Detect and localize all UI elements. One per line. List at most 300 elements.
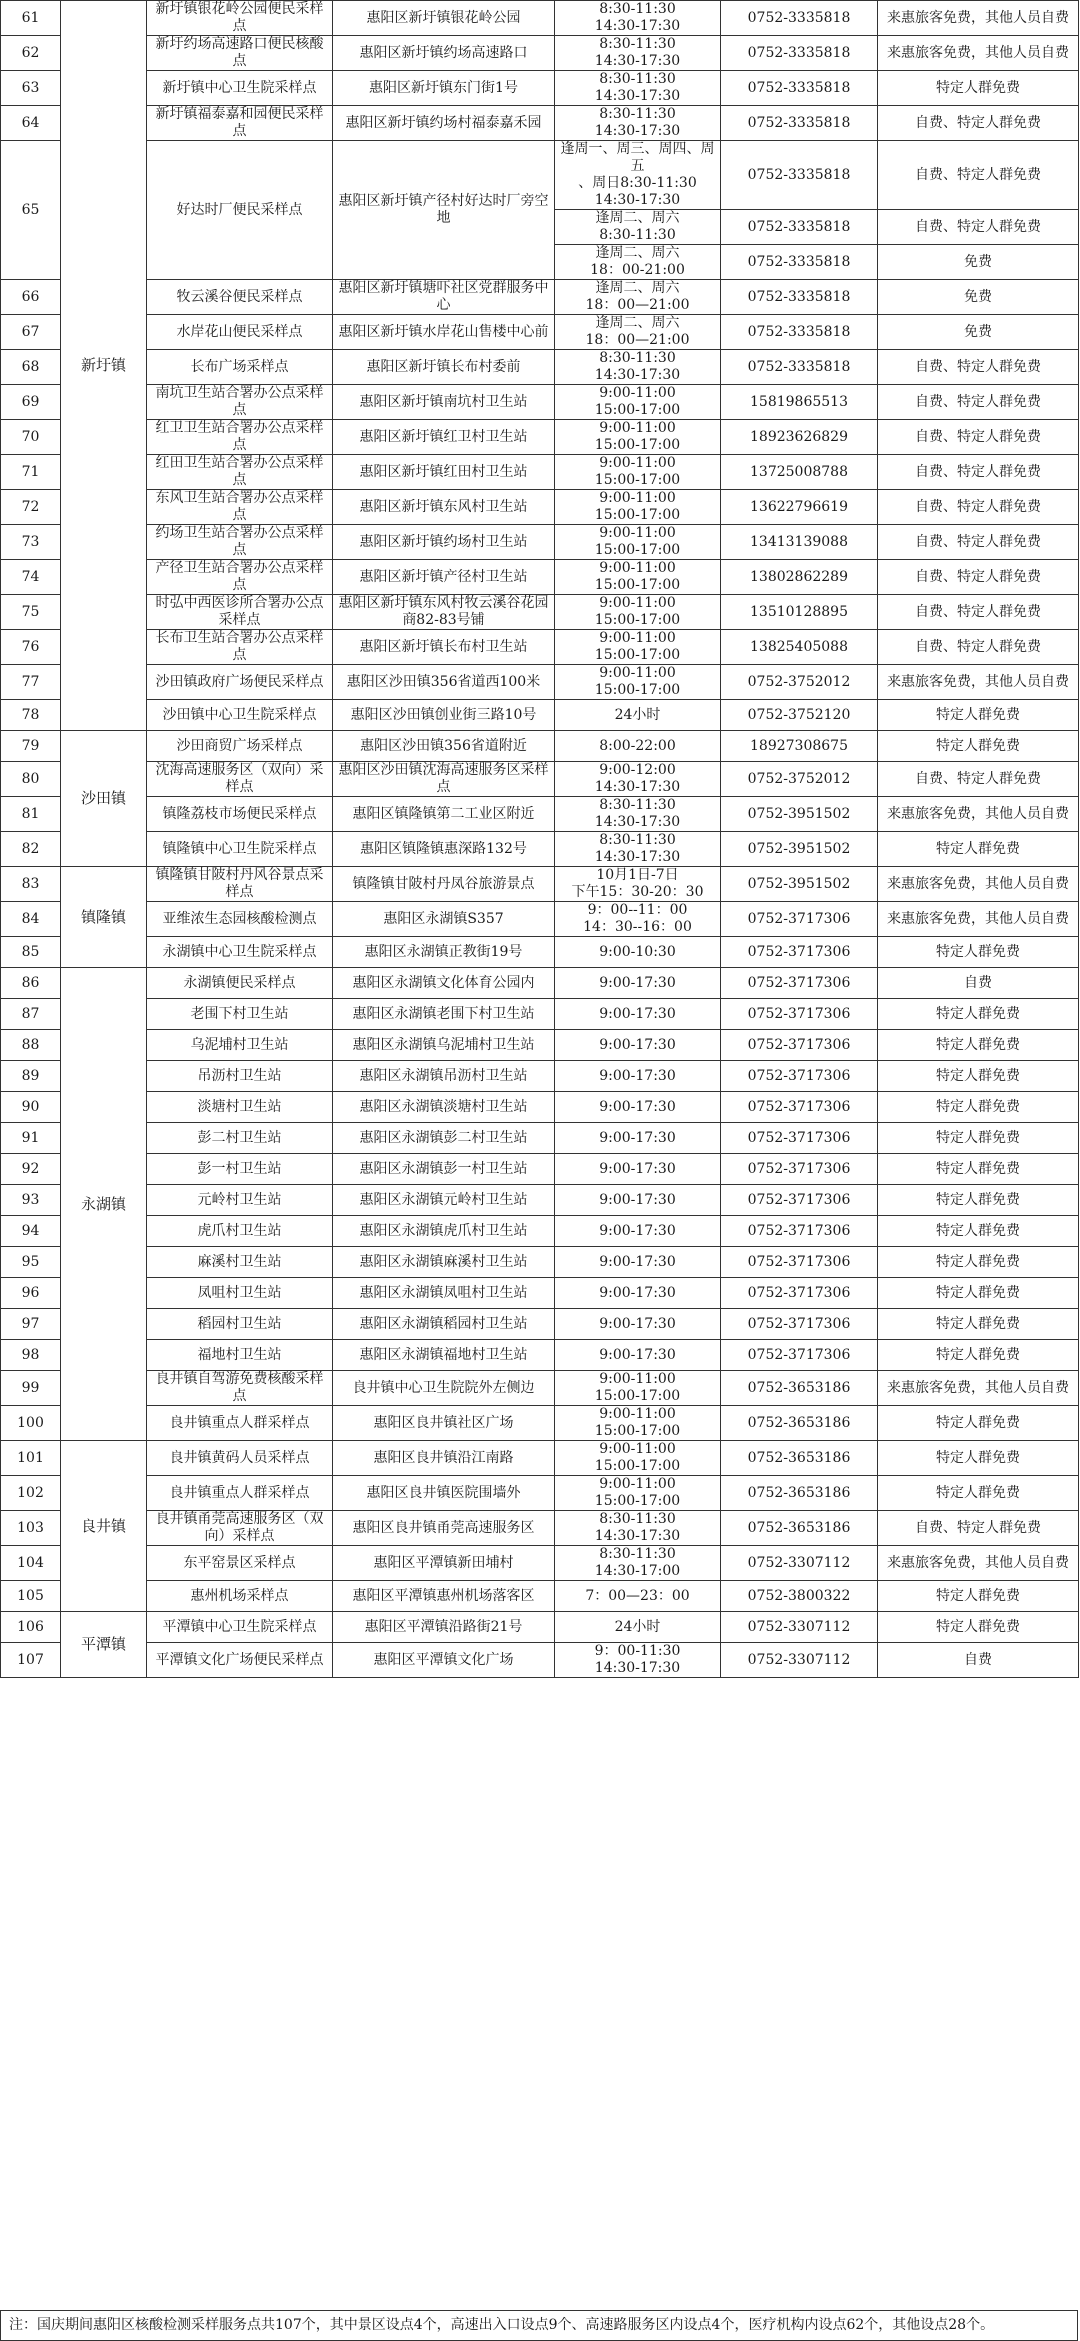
phone-cell: 13802862289: [721, 560, 878, 595]
hours-cell: [555, 731, 721, 762]
row-number: 84: [1, 902, 61, 937]
phone-cell: 0752-3335818: [721, 106, 878, 141]
fee-cell: 自费、特定人群免费: [878, 560, 1079, 595]
site-name: 东风卫生站合署办公点采样点: [147, 490, 333, 525]
hours-cell: [555, 385, 721, 420]
fee-cell: 特定人群免费: [878, 1123, 1079, 1154]
site-address: 惠阳区新圩镇产径村卫生站: [333, 560, 555, 595]
row-number: 98: [1, 1340, 61, 1371]
hours-line: 18：00—21:00: [585, 297, 690, 313]
hours-line: 10月1日-7日: [596, 867, 679, 883]
hours-cell: [555, 280, 721, 315]
table-row: [1, 525, 1079, 560]
hours-line: 9:00-10:30: [599, 943, 676, 960]
site-name: 乌泥埔村卫生站: [147, 1030, 333, 1061]
table-row: [1, 1546, 1079, 1581]
fee-cell: 特定人群免费: [878, 1581, 1079, 1612]
phone-cell: 0752-3307112: [721, 1612, 878, 1643]
hours-cell: [555, 797, 721, 832]
hours-line: 9:00-11:00: [599, 525, 676, 541]
row-number: 73: [1, 525, 61, 560]
row-number: 89: [1, 1061, 61, 1092]
hours-line: 9:00-17:30: [599, 1315, 676, 1332]
site-name: 良井镇重点人群采样点: [147, 1476, 333, 1511]
hours-line: 9:00-11:00: [599, 1371, 676, 1387]
site-address: 惠阳区新圩镇约场高速路口: [333, 36, 555, 71]
row-number: 68: [1, 350, 61, 385]
phone-cell: 0752-3653186: [721, 1476, 878, 1511]
hours-line: 8:30-11:30: [599, 1511, 676, 1527]
table-row: [1, 350, 1079, 385]
phone-cell: 0752-3335818: [721, 280, 878, 315]
site-address: 惠阳区新圩镇东风村牧云溪谷花园商82-83号铺: [333, 595, 555, 630]
row-number: 74: [1, 560, 61, 595]
table-row: [1, 71, 1079, 106]
site-name: 红卫卫生站合署办公点采样点: [147, 420, 333, 455]
table-row: [1, 1154, 1079, 1185]
row-number: 83: [1, 867, 61, 902]
row-number: 76: [1, 630, 61, 665]
row-number: 67: [1, 315, 61, 350]
row-number: 96: [1, 1278, 61, 1309]
hours-cell: [555, 525, 721, 560]
site-name: 老围下村卫生站: [147, 999, 333, 1030]
table-row: [1, 1371, 1079, 1406]
hours-line: 14:30-17:30: [594, 18, 681, 34]
phone-cell: 0752-3752120: [721, 700, 878, 731]
town-name: 沙田镇: [61, 731, 147, 867]
fee-cell: 自费、特定人群免费: [878, 490, 1079, 525]
town-name: 平潭镇: [61, 1612, 147, 1678]
phone-cell: 0752-3717306: [721, 1340, 878, 1371]
site-address: 惠阳区沙田镇创业街三路10号: [333, 700, 555, 731]
footnote: 注：国庆期间惠阳区核酸检测采样服务点共107个，其中景区设点4个，高速出入口设点9个、高速路服务区内设点4个，医疗机构内设点62个，其他设点28个。: [0, 2310, 1078, 2341]
hours-cell: [555, 1216, 721, 1247]
hours-line: 14:30-17:30: [594, 849, 681, 865]
hours-cell: [555, 71, 721, 106]
table-row: [1, 455, 1079, 490]
site-name: 福地村卫生站: [147, 1340, 333, 1371]
hours-cell: [555, 1546, 721, 1581]
row-number: 69: [1, 385, 61, 420]
site-name: 虎爪村卫生站: [147, 1216, 333, 1247]
fee-cell: 特定人群免费: [878, 71, 1079, 106]
fee-cell: 来惠旅客免费，其他人员自费: [878, 902, 1079, 937]
fee-cell: 特定人群免费: [878, 1612, 1079, 1643]
site-name: 麻溪村卫生站: [147, 1247, 333, 1278]
row-number: 106: [1, 1612, 61, 1643]
hours-line: 逢周二、周六: [595, 315, 680, 331]
row-number: 100: [1, 1406, 61, 1441]
site-name: 水岸花山便民采样点: [147, 315, 333, 350]
hours-cell: [555, 1581, 721, 1612]
fee-cell: 特定人群免费: [878, 937, 1079, 968]
fee-cell: 特定人群免费: [878, 1185, 1079, 1216]
hours-line: 14：30--16：00: [583, 919, 692, 935]
hours-cell: [555, 1154, 721, 1185]
table-row: [1, 1061, 1079, 1092]
hours-line: 8:30-11:30: [599, 106, 676, 122]
fee-cell: 来惠旅客免费，其他人员自费: [878, 665, 1079, 700]
site-name: 东平窑景区采样点: [147, 1546, 333, 1581]
table-row: [1, 280, 1079, 315]
table-row: [1, 1278, 1079, 1309]
site-name: 元岭村卫生站: [147, 1185, 333, 1216]
site-address: 惠阳区新圩镇塘吓社区党群服务中心: [333, 280, 555, 315]
phone-cell: 0752-3335818: [721, 245, 878, 280]
fee-cell: 自费、特定人群免费: [878, 525, 1079, 560]
fee-cell: 来惠旅客免费，其他人员自费: [878, 1546, 1079, 1581]
phone-cell: 0752-3653186: [721, 1441, 878, 1476]
site-name: 平潭镇中心卫生院采样点: [147, 1612, 333, 1643]
hours-cell: [555, 665, 721, 700]
hours-line: 9:00-11:00: [599, 630, 676, 646]
hours-cell: [555, 968, 721, 999]
table-row: [1, 1476, 1079, 1511]
row-number: 88: [1, 1030, 61, 1061]
site-name: 镇隆镇中心卫生院采样点: [147, 832, 333, 867]
phone-cell: 0752-3717306: [721, 1123, 878, 1154]
site-address: 惠阳区平潭镇新田埔村: [333, 1546, 555, 1581]
fee-cell: 特定人群免费: [878, 1441, 1079, 1476]
table-row: [1, 1216, 1079, 1247]
site-name: 新圩镇中心卫生院采样点: [147, 71, 333, 106]
site-address: 惠阳区沙田镇356省道西100米: [333, 665, 555, 700]
site-address: 惠阳区新圩镇南坑村卫生站: [333, 385, 555, 420]
hours-line: 9:00-17:30: [599, 974, 676, 991]
site-name: 凤咀村卫生站: [147, 1278, 333, 1309]
site-address: 惠阳区永湖镇S357: [333, 902, 555, 937]
site-name: 牧云溪谷便民采样点: [147, 280, 333, 315]
phone-cell: 0752-3335818: [721, 315, 878, 350]
fee-cell: 特定人群免费: [878, 1406, 1079, 1441]
site-address: 惠阳区良井镇社区广场: [333, 1406, 555, 1441]
hours-cell: [555, 999, 721, 1030]
site-address: 惠阳区永湖镇淡塘村卫生站: [333, 1092, 555, 1123]
hours-cell: [555, 700, 721, 731]
site-name: 彭一村卫生站: [147, 1154, 333, 1185]
phone-cell: 0752-3653186: [721, 1406, 878, 1441]
row-number: 104: [1, 1546, 61, 1581]
site-address: 惠阳区新圩镇约场村福泰嘉禾园: [333, 106, 555, 141]
hours-line: 9:00-11:00: [599, 455, 676, 471]
hours-line: 15:00-17:00: [594, 402, 681, 418]
hours-line: 14:30-17:30: [594, 192, 681, 208]
phone-cell: 0752-3951502: [721, 867, 878, 902]
phone-cell: 0752-3951502: [721, 797, 878, 832]
fee-cell: 自费、特定人群免费: [878, 385, 1079, 420]
site-address: 惠阳区新圩镇红田村卫生站: [333, 455, 555, 490]
phone-cell: 0752-3335818: [721, 210, 878, 245]
hours-line: 8:00-22:00: [599, 737, 676, 754]
fee-cell: 特定人群免费: [878, 700, 1079, 731]
hours-line: 9:00-11:00: [599, 1476, 676, 1492]
row-number: 81: [1, 797, 61, 832]
site-address: 惠阳区永湖镇虎爪村卫生站: [333, 1216, 555, 1247]
hours-line: 14:30-17:30: [594, 88, 681, 104]
hours-cell: [555, 455, 721, 490]
fee-cell: 免费: [878, 315, 1079, 350]
fee-cell: 自费: [878, 968, 1079, 999]
table-row: [1, 1511, 1079, 1546]
row-number: 99: [1, 1371, 61, 1406]
hours-line: 8:30-11:30: [599, 1, 676, 17]
fee-cell: 特定人群免费: [878, 1061, 1079, 1092]
row-number: 95: [1, 1247, 61, 1278]
hours-line: 逢周二、周六: [595, 245, 680, 261]
table-row: [1, 106, 1079, 141]
hours-line: 9：00--11：00: [587, 902, 688, 918]
site-name: 良井镇自驾游免费核酸采样点: [147, 1371, 333, 1406]
phone-cell: 0752-3717306: [721, 1216, 878, 1247]
hours-line: 24小时: [614, 706, 661, 723]
hours-cell: [555, 210, 721, 245]
table-row: [1, 630, 1079, 665]
site-address: 惠阳区永湖镇文化体育公园内: [333, 968, 555, 999]
row-number: 105: [1, 1581, 61, 1612]
table-row: [1, 141, 1079, 210]
site-name: 沙田镇政府广场便民采样点: [147, 665, 333, 700]
site-name: 镇隆镇甘陂村丹风谷景点采样点: [147, 867, 333, 902]
hours-line: 9:00-17:30: [599, 1160, 676, 1177]
table-row: [1, 1247, 1079, 1278]
hours-line: 24小时: [614, 1618, 661, 1635]
table-row: [1, 1, 1079, 36]
town-name: 镇隆镇: [61, 867, 147, 968]
site-name: 产径卫生站合署办公点采样点: [147, 560, 333, 595]
hours-line: 9:00-17:30: [599, 1284, 676, 1301]
table-row: [1, 1309, 1079, 1340]
phone-cell: 0752-3951502: [721, 832, 878, 867]
table-row: [1, 1441, 1079, 1476]
hours-cell: [555, 1643, 721, 1678]
site-name: 吊沥村卫生站: [147, 1061, 333, 1092]
table-row: [1, 1612, 1079, 1643]
row-number: 71: [1, 455, 61, 490]
phone-cell: 0752-3717306: [721, 1309, 878, 1340]
site-address: 惠阳区新圩镇银花岭公园: [333, 1, 555, 36]
fee-cell: 特定人群免费: [878, 1216, 1079, 1247]
phone-cell: 0752-3335818: [721, 350, 878, 385]
phone-cell: 0752-3307112: [721, 1643, 878, 1678]
phone-cell: 0752-3335818: [721, 141, 878, 210]
hours-cell: [555, 1030, 721, 1061]
hours-cell: [555, 867, 721, 902]
hours-line: 15:00-17:00: [594, 1458, 681, 1474]
site-address: 惠阳区沙田镇356省道附近: [333, 731, 555, 762]
hours-line: 9:00-17:30: [599, 1098, 676, 1115]
phone-cell: 0752-3717306: [721, 1154, 878, 1185]
hours-line: 14:30-17:30: [594, 814, 681, 830]
site-address: 惠阳区永湖镇元岭村卫生站: [333, 1185, 555, 1216]
hours-cell: [555, 1612, 721, 1643]
row-number: 66: [1, 280, 61, 315]
phone-cell: 0752-3717306: [721, 1278, 878, 1309]
hours-cell: [555, 1123, 721, 1154]
site-name: 惠州机场采样点: [147, 1581, 333, 1612]
table-row: [1, 595, 1079, 630]
phone-cell: 15819865513: [721, 385, 878, 420]
site-name: 良井镇甬莞高速服务区（双向）采样点: [147, 1511, 333, 1546]
row-number: 61: [1, 1, 61, 36]
site-name: 稻园村卫生站: [147, 1309, 333, 1340]
hours-line: 9:00-11:00: [599, 560, 676, 576]
hours-line: 15:00-17:00: [594, 647, 681, 663]
hours-cell: [555, 762, 721, 797]
fee-cell: 自费、特定人群免费: [878, 106, 1079, 141]
site-name: 良井镇重点人群采样点: [147, 1406, 333, 1441]
site-address: 惠阳区永湖镇凤咀村卫生站: [333, 1278, 555, 1309]
hours-cell: [555, 902, 721, 937]
row-number: 90: [1, 1092, 61, 1123]
hours-cell: [555, 1340, 721, 1371]
row-number: 91: [1, 1123, 61, 1154]
hours-cell: [555, 1476, 721, 1511]
table-row: [1, 1123, 1079, 1154]
site-address: 惠阳区平潭镇文化广场: [333, 1643, 555, 1678]
site-address: 惠阳区平潭镇沿路街21号: [333, 1612, 555, 1643]
phone-cell: 0752-3335818: [721, 1, 878, 36]
hours-line: 下午15：30-20：30: [571, 884, 704, 900]
hours-line: 逢周二、周六: [595, 280, 680, 296]
hours-cell: [555, 420, 721, 455]
hours-cell: [555, 1309, 721, 1340]
hours-line: 9:00-11:00: [599, 665, 676, 681]
site-name: 淡塘村卫生站: [147, 1092, 333, 1123]
hours-line: 9:00-17:30: [599, 1191, 676, 1208]
hours-line: 15:00-17:00: [594, 507, 681, 523]
fee-cell: 特定人群免费: [878, 1309, 1079, 1340]
phone-cell: 13725008788: [721, 455, 878, 490]
site-address: 良井镇中心卫生院院外左侧边: [333, 1371, 555, 1406]
hours-line: 15:00-17:00: [594, 472, 681, 488]
table-row: [1, 1092, 1079, 1123]
fee-cell: 特定人群免费: [878, 1030, 1079, 1061]
hours-line: 8:30-11:30: [599, 797, 676, 813]
table-row: [1, 937, 1079, 968]
hours-line: 15:00-17:00: [594, 1423, 681, 1439]
phone-cell: 13622796619: [721, 490, 878, 525]
site-name: 沈海高速服务区（双向）采样点: [147, 762, 333, 797]
hours-cell: [555, 106, 721, 141]
hours-cell: [555, 832, 721, 867]
hours-cell: [555, 1, 721, 36]
site-address: 惠阳区良井镇沿江南路: [333, 1441, 555, 1476]
phone-cell: 0752-3800322: [721, 1581, 878, 1612]
row-number: 107: [1, 1643, 61, 1678]
site-address: 惠阳区永湖镇福地村卫生站: [333, 1340, 555, 1371]
table-row: [1, 902, 1079, 937]
phone-cell: 0752-3717306: [721, 902, 878, 937]
row-number: 65: [1, 141, 61, 280]
hours-line: 9:00-11:00: [599, 1406, 676, 1422]
site-name: 南坑卫生站合署办公点采样点: [147, 385, 333, 420]
hours-cell: [555, 560, 721, 595]
row-number: 77: [1, 665, 61, 700]
hours-line: 9:00-11:00: [599, 385, 676, 401]
row-number: 86: [1, 968, 61, 999]
hours-line: 8:30-11:30: [599, 350, 676, 366]
site-name: 沙田商贸广场采样点: [147, 731, 333, 762]
phone-cell: 0752-3717306: [721, 999, 878, 1030]
hours-line: 14:30-17:00: [594, 1563, 681, 1579]
table-row: [1, 999, 1079, 1030]
hours-cell: [555, 1061, 721, 1092]
hours-cell: [555, 630, 721, 665]
row-number: 63: [1, 71, 61, 106]
row-number: 64: [1, 106, 61, 141]
table-row: [1, 968, 1079, 999]
hours-line: 9:00-11:00: [599, 490, 676, 506]
phone-cell: 0752-3717306: [721, 937, 878, 968]
hours-line: 15:00-17:00: [594, 682, 681, 698]
hours-line: 15:00-17:00: [594, 577, 681, 593]
fee-cell: 特定人群免费: [878, 999, 1079, 1030]
hours-line: 9：00-11:30: [594, 1643, 681, 1659]
phone-cell: 0752-3717306: [721, 1247, 878, 1278]
site-name: 亚维浓生态园核酸检测点: [147, 902, 333, 937]
row-number: 85: [1, 937, 61, 968]
row-number: 82: [1, 832, 61, 867]
hours-line: 14:30-17:30: [594, 1528, 681, 1544]
fee-cell: 自费、特定人群免费: [878, 455, 1079, 490]
row-number: 87: [1, 999, 61, 1030]
fee-cell: 免费: [878, 280, 1079, 315]
fee-cell: 自费、特定人群免费: [878, 1511, 1079, 1546]
row-number: 62: [1, 36, 61, 71]
hours-line: 14:30-17:30: [594, 367, 681, 383]
hours-cell: [555, 1371, 721, 1406]
row-number: 93: [1, 1185, 61, 1216]
site-address: 惠阳区永湖镇老围下村卫生站: [333, 999, 555, 1030]
hours-line: 18：00—21:00: [585, 332, 690, 348]
site-address: 惠阳区沙田镇沈海高速服务区采样点: [333, 762, 555, 797]
hours-line: 14:30-17:30: [594, 123, 681, 139]
site-name: 长布卫生站合署办公点采样点: [147, 630, 333, 665]
phone-cell: 18923626829: [721, 420, 878, 455]
hours-cell: [555, 595, 721, 630]
hours-cell: [555, 1278, 721, 1309]
hours-line: 15:00-17:00: [594, 1493, 681, 1509]
row-number: 79: [1, 731, 61, 762]
hours-line: 9:00-17:30: [599, 1067, 676, 1084]
site-name: 长布广场采样点: [147, 350, 333, 385]
hours-line: 、周日8:30-11:30: [578, 175, 697, 191]
hours-cell: [555, 315, 721, 350]
fee-cell: 特定人群免费: [878, 1278, 1079, 1309]
table-row: [1, 1185, 1079, 1216]
site-address: 惠阳区新圩镇红卫村卫生站: [333, 420, 555, 455]
site-address: 惠阳区永湖镇正教街19号: [333, 937, 555, 968]
table-row: [1, 1581, 1079, 1612]
fee-cell: 特定人群免费: [878, 731, 1079, 762]
fee-cell: 特定人群免费: [878, 832, 1079, 867]
hours-cell: [555, 141, 721, 210]
hours-line: 15:00-17:00: [594, 1388, 681, 1404]
row-number: 92: [1, 1154, 61, 1185]
site-address: 惠阳区永湖镇吊沥村卫生站: [333, 1061, 555, 1092]
phone-cell: 0752-3335818: [721, 36, 878, 71]
hours-line: 8:30-11:30: [599, 832, 676, 848]
row-number: 75: [1, 595, 61, 630]
hours-line: 15:00-17:00: [594, 437, 681, 453]
phone-cell: 13413139088: [721, 525, 878, 560]
site-name: 永湖镇便民采样点: [147, 968, 333, 999]
fee-cell: 来惠旅客免费，其他人员自费: [878, 1, 1079, 36]
fee-cell: 特定人群免费: [878, 1340, 1079, 1371]
row-number: 101: [1, 1441, 61, 1476]
fee-cell: 自费、特定人群免费: [878, 420, 1079, 455]
